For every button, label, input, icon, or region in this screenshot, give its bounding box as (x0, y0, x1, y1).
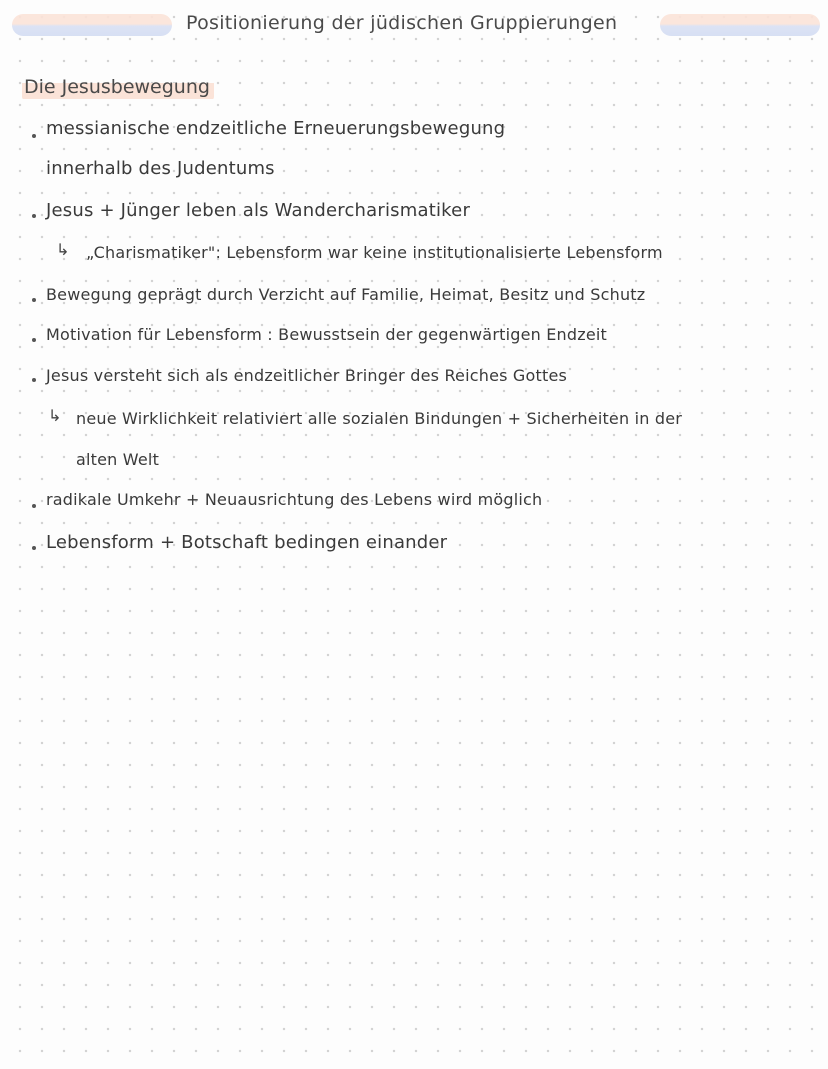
note-line-8: neue Wirklichkeit relativiert alle sozialen Bindungen + Sicherheiten in der (76, 409, 683, 428)
note-line-5: Bewegung geprägt durch Verzicht auf Familie, Heimat, Besitz und Schutz (46, 285, 646, 304)
arrow-icon: ↳ (56, 240, 70, 259)
bullet-dot (32, 546, 36, 550)
note-line-3: Jesus + Jünger leben als Wandercharismatiker (46, 200, 471, 221)
bullet-dot (32, 214, 36, 218)
note-line-6: Motivation für Lebensform : Bewusstsein der gegenwärtigen Endzeit (46, 325, 608, 344)
bullet-dot (32, 378, 36, 382)
bullet-dot (32, 134, 36, 138)
note-line-11: Lebensform + Botschaft bedingen einander (46, 532, 448, 553)
header-highlight-right (660, 14, 820, 36)
note-line-4: „Charismatiker": Lebensform war keine institutionalisierte Lebensform (86, 243, 663, 262)
note-line-1: messianische endzeitliche Erneuerungsbewegung (46, 118, 506, 139)
note-line-2: innerhalb des Judentums (46, 158, 275, 179)
note-line-7: Jesus versteht sich als endzeitlicher Bringer des Reiches Gottes (46, 366, 568, 385)
bullet-dot (32, 338, 36, 342)
note-line-9: alten Welt (76, 450, 160, 469)
section-heading: Die Jesusbewegung (22, 76, 214, 100)
page-title: Positionierung der jüdischen Gruppierungen (186, 12, 618, 34)
arrow-icon: ↳ (48, 406, 62, 425)
bullet-dot (32, 504, 36, 508)
header-highlight-left (12, 14, 172, 36)
note-line-10: radikale Umkehr + Neuausrichtung des Lebens wird möglich (46, 490, 543, 509)
bullet-dot (32, 298, 36, 302)
